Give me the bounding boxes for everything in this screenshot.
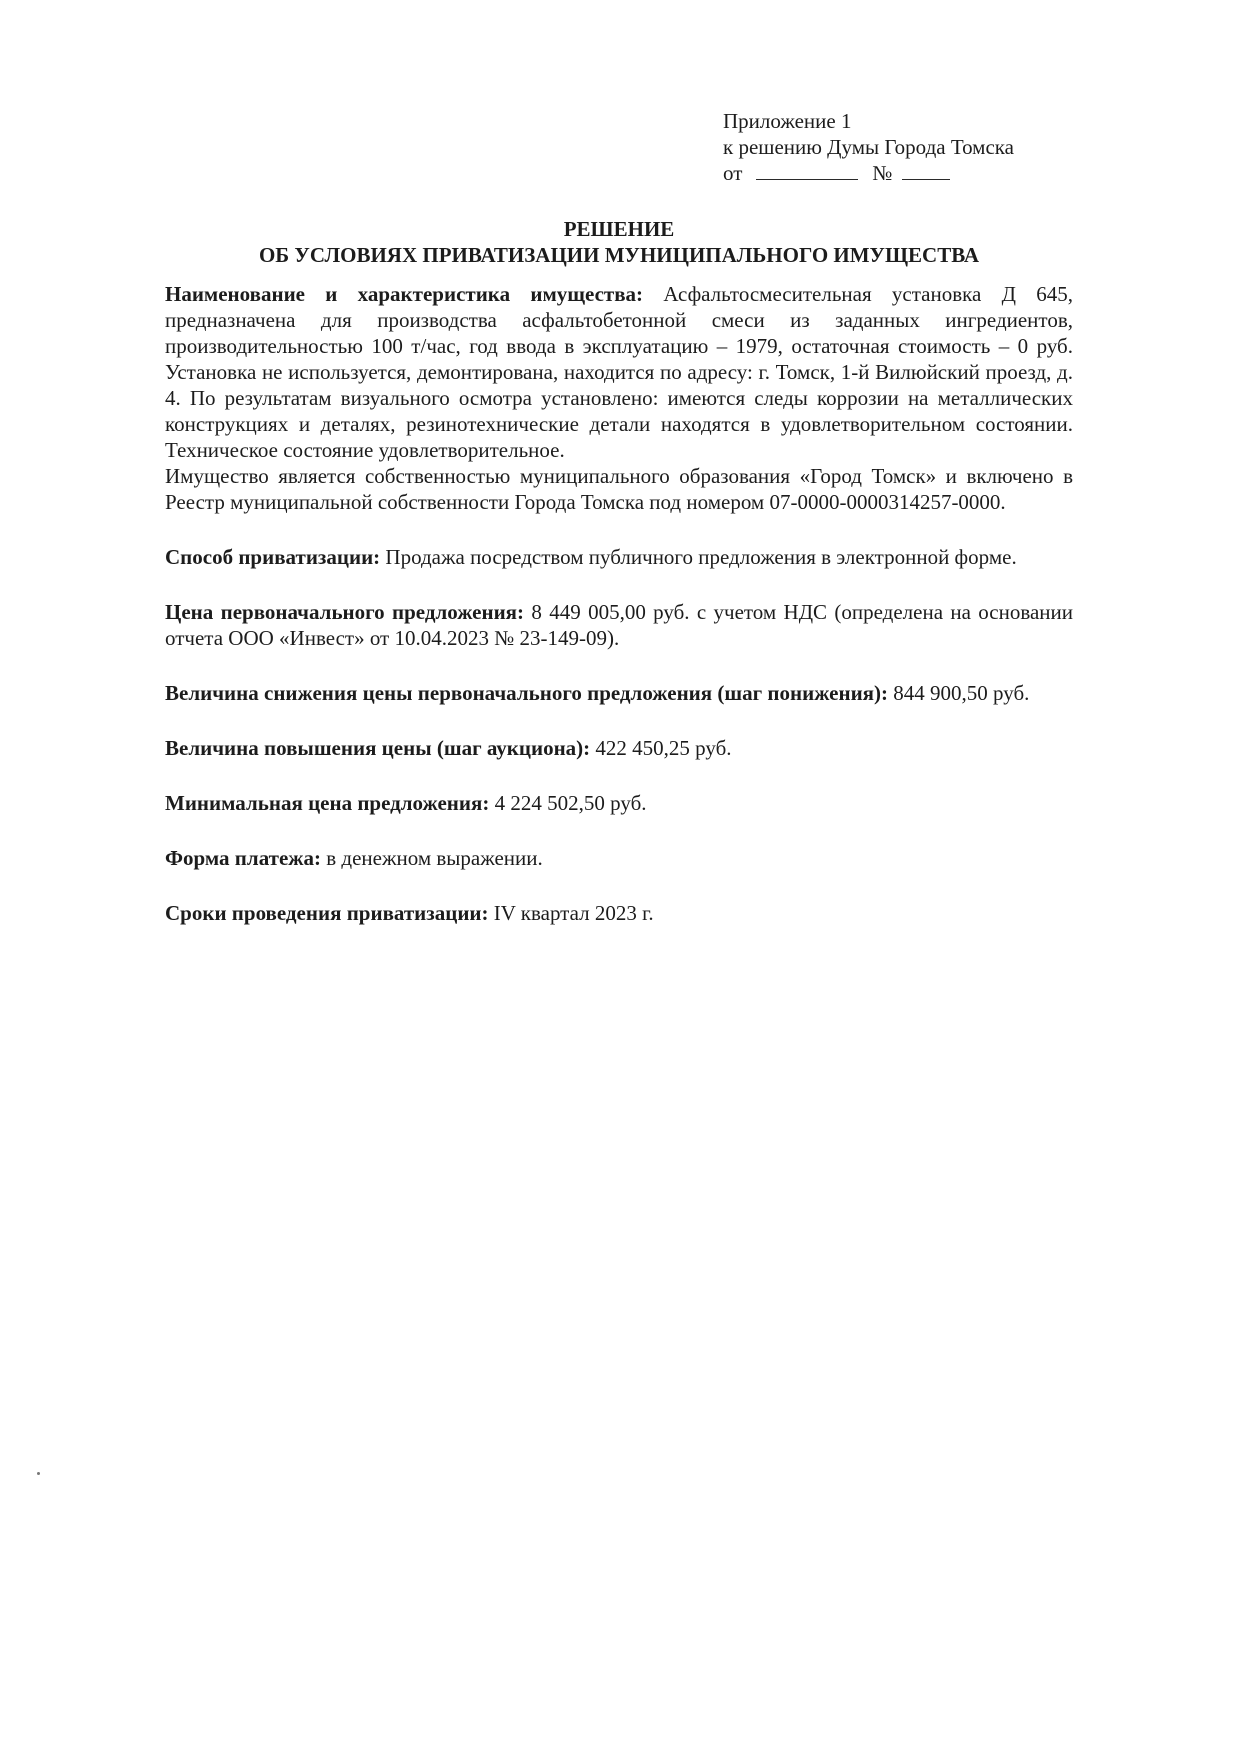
paragraph-property-description-text: Асфальтосмесительная установка Д 645, предназначена для производства асфальтобетонной смеси из заданных ингредиентов, производительностью 100 т/час, год ввода в эксплуатацию – 1979, остаточная стоимость – 0 руб. Установка не используется, демонтирована, находится по адресу: г. Томск, 1-й Вилюйский проезд, д. 4. По результатам визуального осмотра установлено: имеются следы коррозии на металлических конструкциях и деталях, резинотехнические детали находятся в удовлетворительном состоянии. Техническое состояние удовлетворительное. xyxy=(165,282,1073,462)
paragraph-privatization-method xyxy=(165,544,1073,570)
paragraph-minimum-price xyxy=(165,790,1073,816)
paragraph-ownership xyxy=(165,463,1073,515)
appendix-number-label: № xyxy=(872,161,893,185)
number-blank-line xyxy=(902,161,950,180)
title-line-1: РЕШЕНИЕ xyxy=(563,217,675,241)
paragraph-payment-form-text: в денежном выражении. xyxy=(326,846,543,870)
paragraph-minimum-price-lead: Минимальная цена предложения: xyxy=(165,791,490,815)
appendix-from-label: от xyxy=(723,161,743,185)
appendix-line-2: к решению Думы Города Томска xyxy=(723,135,1014,159)
paragraph-privatization-method-text: Продажа посредством публичного предложения в электронной форме. xyxy=(385,545,1017,569)
paragraph-price-reduction-step xyxy=(165,680,1073,706)
paragraph-auction-step xyxy=(165,735,1073,761)
paragraph-privatization-method-lead: Способ приватизации: xyxy=(165,545,381,569)
paragraph-price-reduction-step-text: 844 900,50 руб. xyxy=(893,681,1030,705)
paragraph-privatization-period-text: IV квартал 2023 г. xyxy=(493,901,654,925)
paragraph-initial-price xyxy=(165,599,1073,651)
document-content xyxy=(165,108,1073,926)
paragraph-privatization-period xyxy=(165,900,1073,926)
appendix-line-1: Приложение 1 xyxy=(723,109,852,133)
paragraph-price-reduction-step-lead: Величина снижения цены первоначального предложения (шаг понижения): xyxy=(165,681,889,705)
paragraph-auction-step-text: 422 450,25 руб. xyxy=(595,736,732,760)
scan-artifact-dot xyxy=(37,1472,40,1475)
paragraph-property-description-lead: Наименование и характеристика имущества: xyxy=(165,282,644,306)
paragraph-auction-step-lead: Величина повышения цены (шаг аукциона): xyxy=(165,736,591,760)
paragraph-payment-form-lead: Форма платежа: xyxy=(165,846,322,870)
document-title xyxy=(165,216,1073,268)
appendix-date-number-line xyxy=(723,160,1073,186)
paragraph-property-description xyxy=(165,281,1073,463)
appendix-block xyxy=(723,108,1073,186)
paragraph-initial-price-text: 8 449 005,00 руб. с учетом НДС (определена на основании отчета ООО «Инвест» от 10.04.2023 № 23-149-09). xyxy=(165,600,1074,650)
paragraph-ownership-text: Имущество является собственностью муниципального образования «Город Томск» и включено в Реестр муниципальной собственности Города Томска под номером 07-0000-0000314257-0000. xyxy=(165,464,1073,514)
date-blank-line xyxy=(756,161,858,180)
title-line-2: ОБ УСЛОВИЯХ ПРИВАТИЗАЦИИ МУНИЦИПАЛЬНОГО ИМУЩЕСТВА xyxy=(258,243,980,267)
paragraph-payment-form xyxy=(165,845,1073,871)
paragraph-privatization-period-lead: Сроки проведения приватизации: xyxy=(165,901,489,925)
paragraph-minimum-price-text: 4 224 502,50 руб. xyxy=(494,791,647,815)
paragraph-initial-price-lead: Цена первоначального предложения: xyxy=(165,600,525,624)
